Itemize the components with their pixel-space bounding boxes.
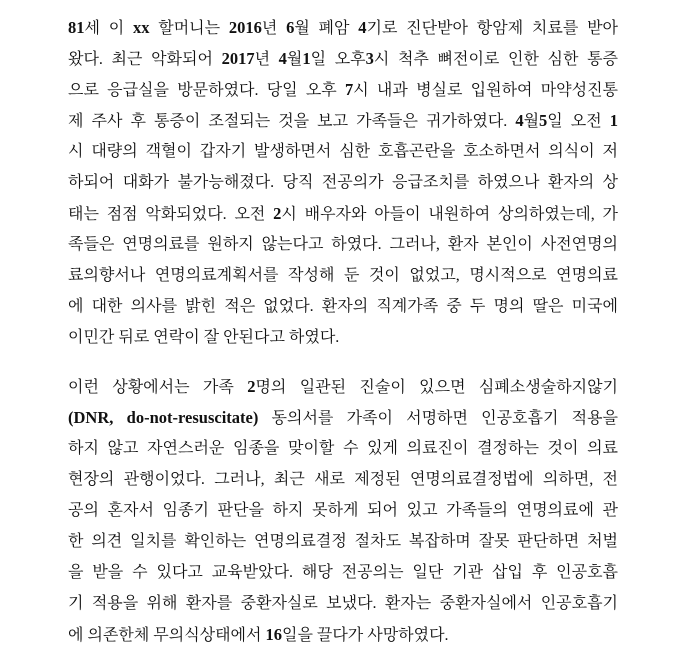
emphasis-text: 1 (302, 49, 311, 68)
emphasis-text: 5 (539, 111, 548, 130)
text-line: 태는 점점 악화되었다. 오전 2시 배우자와 아들이 내원하여 상의하였는데, 가 (68, 204, 618, 223)
emphasis-text: 4 (278, 49, 287, 68)
document-page (68, 12, 618, 650)
text-line: 을 받을 수 있다고 교육받았다. 해당 전공의는 일단 기관 삽입 후 인공호흡 (68, 564, 618, 581)
text-line: 한 의견 일치를 확인하는 연명의료결정 절차도 복잡하며 잘못 판단하면 처벌 (68, 533, 618, 550)
paragraph-discussion (68, 371, 618, 650)
emphasis-text: 2 (247, 377, 256, 396)
emphasis-text: 2016 (228, 18, 262, 37)
text-line: 으로 응급실을 방문하였다. 당일 오후 7시 내과 병실로 입원하여 마약성진통 (68, 80, 619, 99)
emphasis-text: 7 (345, 80, 354, 99)
text-line: 에 대한 의사를 밝힌 적은 없었다. 환자의 직계가족 중 두 명의 딸은 미국에 (68, 298, 618, 315)
text-line: 공의 혼자서 임종기 판단을 하지 못하게 되어 있고 가족들의 연명의료에 관 (68, 502, 618, 519)
emphasis-text: 4 (515, 111, 524, 130)
text-line: 제 주사 후 통증이 조절되는 것을 보고 가족들은 귀가하였다. 4월5일 오전 1 (68, 111, 618, 130)
text-line: 료의향서나 연명의료계획서를 작성해 둔 것이 없었고, 명시적으로 연명의료 (68, 267, 618, 284)
emphasis-text: 16 (265, 625, 282, 644)
text-line: 하지 않고 자연스러운 임종을 맞이할 수 있게 의료진이 결정하는 것이 의료 (68, 440, 618, 457)
emphasis-text: 3 (365, 49, 374, 68)
text-line: 왔다. 최근 악화되어 2017년 4월1일 오후3시 척추 뼈전이로 인한 심한 통증 (68, 49, 618, 68)
text-line: 이민간 뒤로 연락이 잘 안된다고 하였다. (68, 329, 340, 346)
emphasis-text: xx (132, 18, 150, 37)
emphasis-text: (DNR, do-not-resuscitate) (68, 408, 259, 427)
text-line: 하되어 대화가 불가능해졌다. 당직 전공의가 응급조치를 하였으나 환자의 상 (68, 174, 618, 191)
emphasis-text: 2017 (221, 49, 255, 68)
text-line: (DNR, do-not-resuscitate) 동의서를 가족이 서명하면 인공호흡기 적용을 (68, 408, 618, 427)
text-line: 에 의존한체 무의식상태에서 16일을 끌다가 사망하였다. (68, 625, 449, 644)
text-line: 족들은 연명의료를 원하지 않는다고 하였다. 그러나, 환자 본인이 사전연명의 (68, 236, 618, 253)
emphasis-text: 81 (68, 18, 85, 37)
text-line: 현장의 관행이었다. 그러나, 최근 새로 제정된 연명의료결정법에 의하면, 전 (68, 471, 618, 488)
emphasis-text: 1 (609, 111, 618, 130)
text-line: 시 대량의 객혈이 갑자기 발생하면서 심한 호흡곤란을 호소하면서 의식이 저 (68, 143, 618, 160)
emphasis-text: 2 (273, 204, 282, 223)
text-line: 이런 상황에서는 가족 2명의 일관된 진술이 있으면 심폐소생술하지않기 (68, 377, 618, 396)
text-line: 81세 이 xx 할머니는 2016년 6월 폐암 4기로 진단받아 항암제 치료를 받아 (68, 18, 618, 37)
emphasis-text: 4 (358, 18, 367, 37)
text-line: 기 적용을 위해 환자를 중환자실로 보냈다. 환자는 중환자실에서 인공호흡기 (68, 595, 618, 612)
paragraph-case-description (68, 12, 618, 353)
emphasis-text: 6 (286, 18, 295, 37)
